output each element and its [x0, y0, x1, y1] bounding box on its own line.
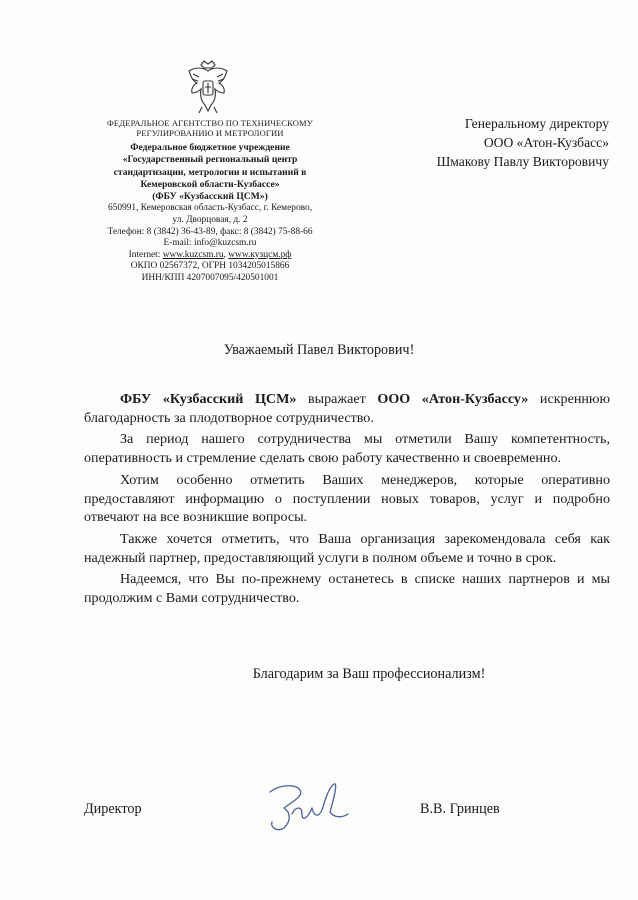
internet-label: Internet: — [128, 249, 161, 260]
letter-body — [84, 390, 610, 611]
addressee-block — [395, 114, 609, 171]
institution-line: стандартизации, метрологии и испытаний в — [113, 166, 307, 178]
website-link[interactable]: www.кузцсм.рф — [228, 249, 292, 260]
institution-line: (ФБУ «Кузбасский ЦСМ») — [152, 191, 268, 203]
sender-org: ФБУ «Кузбасский ЦСМ» — [120, 391, 297, 407]
paragraph: Хотим особенно отметить Ваших менеджеров, которые оперативно предоставляют информацию о поступлении новых товаров, услуг и подробно отвечают на все возникшие вопросы. — [84, 471, 610, 526]
coat-of-arms-icon — [183, 57, 233, 117]
paragraph: За период нашего сотрудничества мы отметили Вашу компетентность, оперативность и стремление сделать свою работу качественно и своевременно. — [84, 431, 610, 467]
address-line: ул. Дворцовая, д. 2 — [172, 215, 248, 226]
agency-name: ФЕДЕРАЛЬНОЕ АГЕНТСТВО ПО ТЕХНИЧЕСКОМУ РЕГУЛИРОВАНИЮ И МЕТРОЛОГИИ — [107, 118, 313, 138]
paragraph: Также хочется отметить, что Ваша организация зарекомендовала себя как надежный партнер, предоставляющий услуги в полном объеме и точно в срок. — [84, 530, 610, 566]
institution-line: Кемеровской области-Кузбассе» — [140, 178, 280, 190]
partner-org: ООО «Атон-Кузбассу» — [377, 391, 529, 407]
addressee-company: ООО «Атон-Кузбасс» — [483, 135, 609, 150]
signer-role: Директор — [84, 801, 142, 817]
internet-line: Internet: www.kuzcsm.ru, www.кузцсм.рф — [128, 249, 292, 260]
paragraph: Надеемся, что Вы по-прежнему останетесь в списке наших партнеров и мы продолжим с Вами сотрудничество. — [84, 571, 610, 607]
handwritten-signature — [262, 778, 354, 836]
addressee-title: Генеральному директору — [464, 116, 609, 131]
institution-line: «Государственный региональный центр — [122, 154, 298, 166]
inn-line: ИНН/КПП 4207007095/420501001 — [141, 273, 279, 284]
institution-line: Федеральное бюджетное учреждение — [130, 142, 290, 153]
website-link[interactable]: www.kuzcsm.ru — [162, 249, 224, 260]
email-line: E-mail: info@kuzcsm.ru — [163, 238, 257, 249]
signer-name: В.В. Гринцев — [420, 801, 500, 817]
paragraph: ФБУ «Кузбасский ЦСМ» выражает ООО «Атон-Кузбассу» искреннюю благодарность за плодотворное сотрудничество. — [84, 391, 610, 426]
addressee-name: Шмакову Павлу Викторовичу — [436, 154, 609, 169]
okpo-line: ОКПО 02567372, ОГРН 1034205015866 — [130, 261, 290, 272]
closing-line: Благодарим за Ваш профессионализм! — [252, 666, 486, 682]
phone-line: Телефон: 8 (3842) 36-43-89, факс: 8 (3842) 75-88-66 — [107, 226, 313, 237]
salutation: Уважаемый Павел Викторович! — [223, 342, 415, 358]
address-line: 650991, Кемеровская область-Кузбасс, г. Кемерово, — [107, 203, 313, 214]
organization-header — [70, 118, 350, 285]
